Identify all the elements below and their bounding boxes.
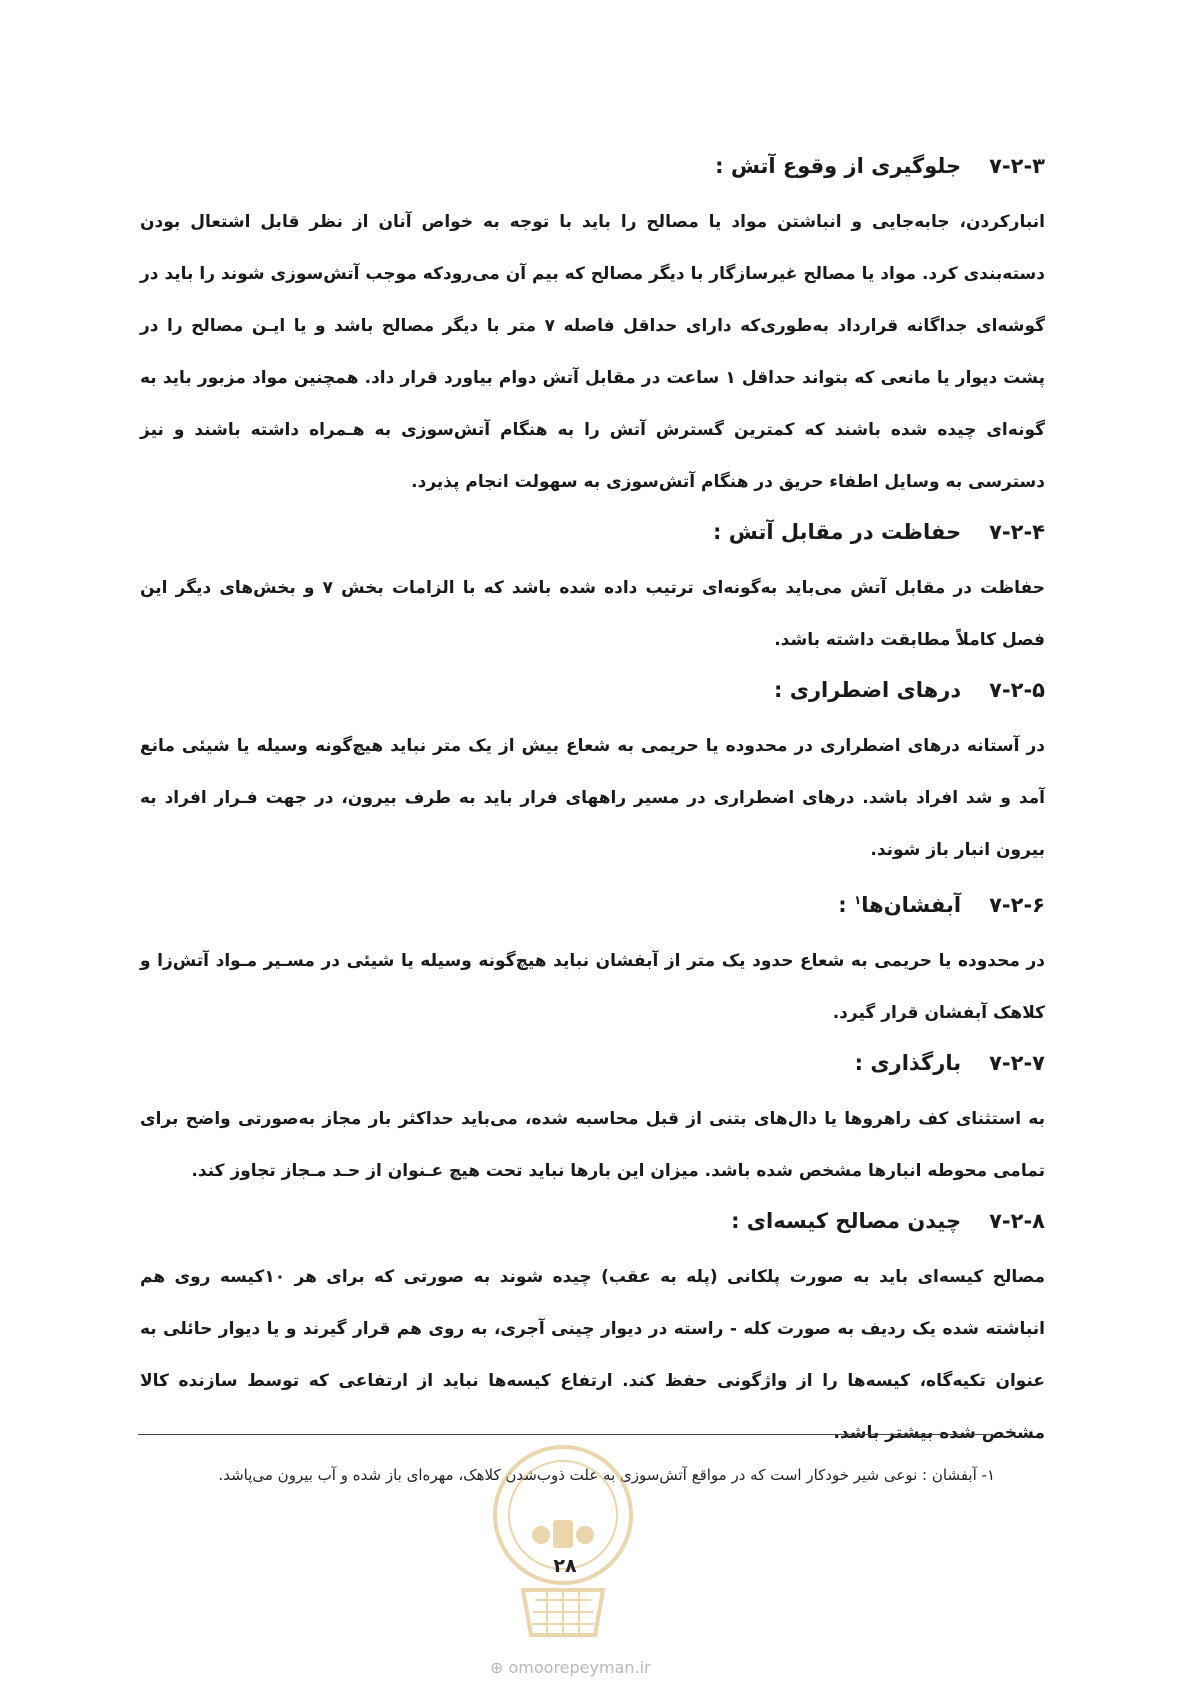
footnote-divider (138, 1434, 993, 1435)
footnote-marker: ۱ (853, 893, 862, 907)
section-title: درهای اضطراری : (773, 678, 962, 702)
section-title: بارگذاری : (854, 1051, 962, 1075)
section-heading (140, 514, 1045, 550)
section-number: ۷-۲-۳ (989, 154, 1045, 178)
section-title: حفاظت در مقابل آتش : (713, 520, 962, 544)
section-heading (140, 882, 1045, 923)
section-title: جلوگیری از وقوع آتش : (715, 154, 962, 178)
section-paragraph: مصالح کیسه‌ای باید به صورت پلکانی (پله به عقب) چیده شوند به صورتی که برای هر ۱۰کیسه روی هم انباشته شده یک ردیف به صورت کله - راسته در دیوار چینی آجری، به روی هم قرار گیرند و یا دیوار حائلی به عنوان تکیه‌گاه، کیسه‌ها را از واژگونی حفظ کند. ارتفاع کیسه‌ها نباید از ارتفاعی که توسط سازنده کالا مشخص شده بیشتر باشد. (140, 1267, 1045, 1443)
section-title-group (838, 882, 961, 923)
page-number: ۲۸ (553, 1555, 577, 1577)
section-title-suffix: : (838, 893, 854, 917)
footnote: ۱- آبفشان : نوعی شیر خودکار است که در مواقع آتش‌سوزی به علت ذوب‌شدن کلاهک، مهره‌ای باز شده و آب بیرون می‌پاشد. (218, 1466, 995, 1484)
main-content (140, 148, 1045, 1465)
section-title: آبفشان‌ها (861, 893, 962, 917)
section-paragraph: حفاظت در مقابل آتش می‌باید به‌گونه‌ای ترتیب داده شده باشد که با الزامات بخش ۷ و بخش‌های دیگر این فصل کاملاً مطابقت داشته باشد. (140, 578, 1045, 650)
section-heading (140, 148, 1045, 184)
section-paragraph: در محدوده یا حریمی به شعاع حدود یک متر از آبفشان نباید هیچ‌گونه وسیله یا شیئی در مسـیر مـواد آتش‌زا و کلاهک آبفشان قرار گیرد. (140, 951, 1045, 1023)
globe-icon: ⊕ (490, 1658, 504, 1677)
watermark-url (490, 1658, 700, 1677)
section-number: ۷-۲-۶ (989, 893, 1045, 917)
section-number: ۷-۲-۸ (989, 1209, 1045, 1233)
section-heading (140, 1045, 1045, 1081)
watermark-seal-icon (483, 1440, 643, 1640)
section-number: ۷-۲-۷ (989, 1051, 1045, 1075)
section-number: ۷-۲-۴ (989, 520, 1045, 544)
section-number: ۷-۲-۵ (989, 678, 1045, 702)
section-paragraph: در آستانه درهای اضطراری در محدوده یا حریمی به شعاع بیش از یک متر نباید هیچ‌گونه وسیله یا شیئی مانع آمد و شد افراد باشد. درهای اضطراری در مسیر راههای فرار باید به طرف بیرون، در جهت فـرار افراد به بیرون انبار باز شوند. (140, 736, 1045, 860)
section-heading (140, 672, 1045, 708)
section-paragraph: به استثنای کف راهروها یا دال‌های بتنی از قبل محاسبه شده، می‌باید حداکثر بار مجاز به‌صورتی واضح برای تمامی محوطه انبارها مشخص شده باشد. میزان این بارها نباید تحت هیچ عـنوان از حـد مـجاز تجاوز کند. (140, 1109, 1045, 1181)
section-title: چیدن مصالح کیسه‌ای : (731, 1209, 962, 1233)
section-paragraph: انبارکردن، جابه‌جایی و انباشتن مواد یا مصالح را باید با توجه به خواص آنان از نظر قابل اشتعال بودن دسته‌بندی کرد. مواد یا مصالح غیرسازگار با دیگر مصالح که بیم آن می‌رودکه موجب آتش‌سوزی شوند را باید در گوشه‌ای جداگانه قرارداد به‌طوری‌که دارای حداقل فاصله ۷ متر با دیگر مصالح باشد و یا ایـن مصالح را در پشت دیوار یا مانعی که بتواند حداقل ۱ ساعت در مقابل آتش دوام بیاورد قرار داد. همچنین مواد مزبور باید به گونه‌ای چیده شده باشند که کمترین گسترش آتش را به هنگام آتش‌سوزی به هـمراه داشته باشند و نیز دسترسی به وسایل اطفاء حریق در هنگام آتش‌سوزی به سهولت انجام پذیرد. (140, 212, 1045, 492)
section-heading (140, 1203, 1045, 1239)
watermark-url-text: omoorepeyman.ir (508, 1658, 651, 1677)
